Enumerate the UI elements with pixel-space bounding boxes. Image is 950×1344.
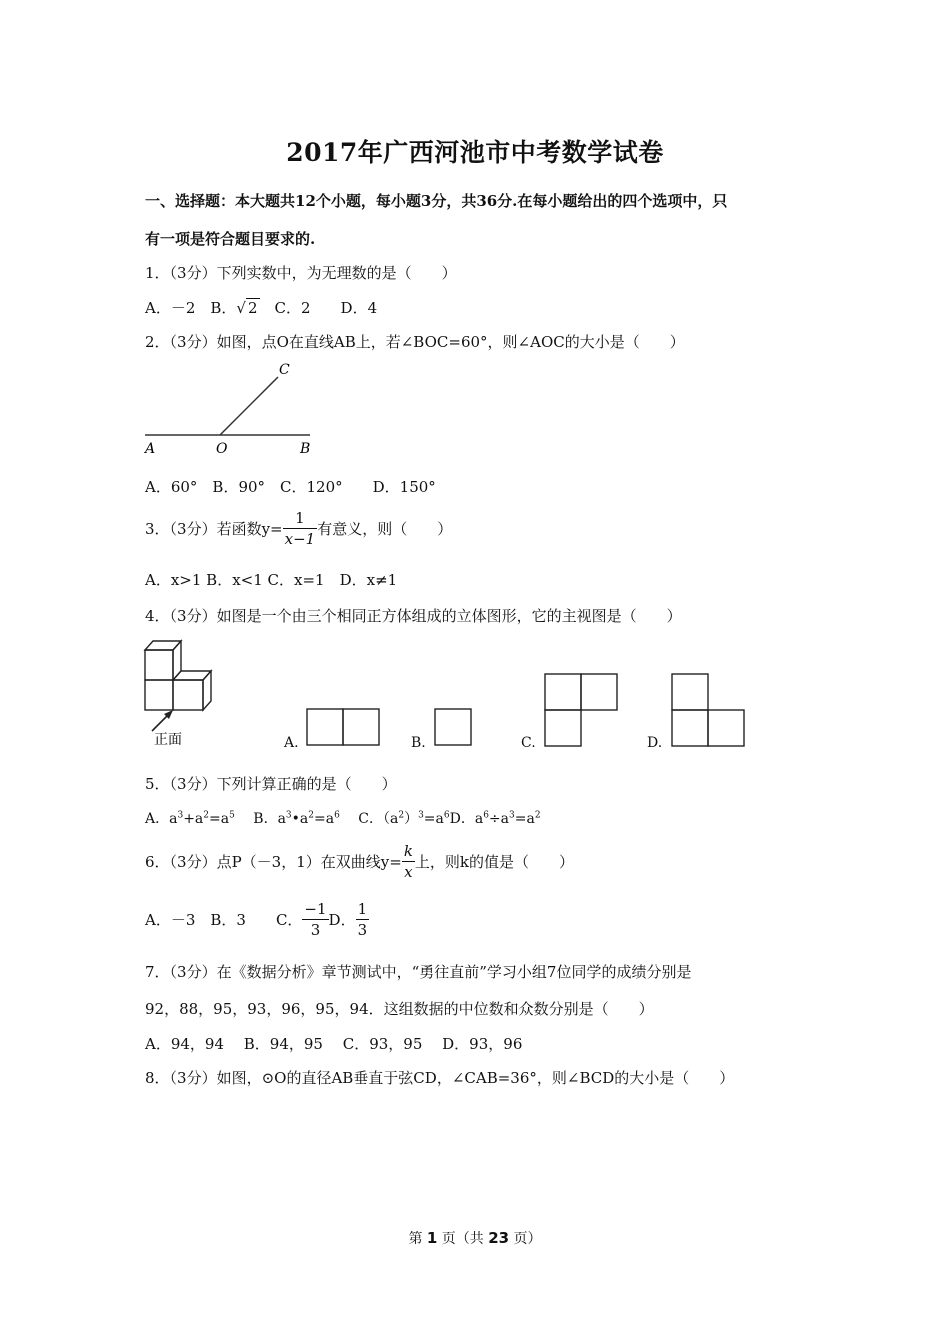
label-a: A xyxy=(145,441,156,457)
q5-options xyxy=(145,808,541,828)
label-o: O xyxy=(216,441,228,457)
q1-opt-a: A．－2 B． xyxy=(145,299,237,317)
q6-denominator: x xyxy=(404,863,413,881)
q4-opt-a-label: A. xyxy=(284,735,299,751)
q7-options: A．94，94 B．94，95 C．93，95 D．93，96 xyxy=(145,1035,523,1053)
q4-opt-d-label: D. xyxy=(647,735,663,751)
q8-stem: 8．（3分）如图，⊙O的直径AB垂直于弦CD，∠CAB=36°，则∠BCD的大小是（ ） xyxy=(145,1069,735,1087)
q6-opt-d-fraction: $\frac{1}{3}$ xyxy=(357,900,368,939)
q4-stem: 4．（3分）如图是一个由三个相同正方体组成的立体图形，它的主视图是（ ） xyxy=(145,607,682,625)
q3-stem-post: 有意义，则（ ） xyxy=(317,520,453,538)
q6-stem-post: 上，则k的值是（ ） xyxy=(414,853,574,871)
paper-title: 2017年广西河池市中考数学试卷 xyxy=(286,138,664,167)
q1-options xyxy=(145,297,377,318)
page-footer: 第 1 页（共 23 页） xyxy=(408,1229,542,1247)
q5-opt-d: D．$a^6\div a^3=a^2$ xyxy=(449,810,541,827)
q3-options: A．x>1 B．x<1 C．x=1 D．x≠1 xyxy=(145,571,398,589)
q3-stem xyxy=(145,508,452,549)
q6-opt-ab: A．－3 B．3 C． xyxy=(145,911,303,929)
q4-cube-figure xyxy=(140,636,220,751)
q7-stem-line2: 92，88，95，93，96，95，94．这组数据的中位数和众数分别是（ ） xyxy=(145,1000,654,1018)
q2-figure-angle xyxy=(140,355,330,460)
q3-denominator: x−1 xyxy=(284,530,316,548)
label-b: B xyxy=(300,441,311,457)
ray-oc xyxy=(220,377,278,435)
q5-opt-c: C．$(a^2)^3=a^6$ xyxy=(344,810,450,827)
q3-fraction xyxy=(283,508,318,549)
q4-opt-c-view xyxy=(544,673,620,749)
q4-opt-a-view xyxy=(306,708,382,748)
front-label: 正面 xyxy=(154,732,182,748)
q6-stem xyxy=(145,841,574,882)
q4-opt-b-view xyxy=(434,708,474,748)
q6-stem-pre: 6．（3分）点P（－3，1）在双曲线y= xyxy=(145,853,402,871)
label-c: C xyxy=(279,362,290,378)
q1-radicand: 2 xyxy=(247,299,258,317)
q6-numerator: k xyxy=(403,842,413,860)
q6-fraction xyxy=(402,841,415,882)
q2-stem: 2．（3分）如图，点O在直线AB上，若∠BOC=60°，则∠AOC的大小是（ ） xyxy=(145,333,685,351)
q1-opt-rest: C．2 D．4 xyxy=(259,299,378,317)
q1-stem: 1．（3分）下列实数中，为无理数的是（ ） xyxy=(145,264,457,282)
q6-opt-d: D． xyxy=(328,911,356,929)
q3-numerator: 1 xyxy=(283,508,318,529)
page-number: 1 xyxy=(426,1229,438,1247)
q5-stem: 5．（3分）下列计算正确的是（ ） xyxy=(145,775,397,793)
q4-opt-d-view xyxy=(671,673,747,749)
q4-opt-b-label: B. xyxy=(411,735,426,751)
q3-stem-pre: 3．（3分）若函数y= xyxy=(145,520,283,538)
q5-opt-b: B．$a^3•a^2=a^6$ xyxy=(239,810,340,827)
page-total: 23 xyxy=(488,1229,510,1247)
q6-opt-c-fraction: $\frac{-1}{3}$ xyxy=(304,900,327,939)
section-heading-line2: 有一项是符合题目要求的. xyxy=(145,230,316,248)
q6-options xyxy=(145,899,369,940)
q2-options: A．60° B．90° C．120° D．150° xyxy=(145,478,436,496)
section-heading-line1: 一、选择题：本大题共12个小题，每小题3分，共36分.在每小题给出的四个选项中，只 xyxy=(145,192,728,210)
sqrt-symbol: √ 2 xyxy=(236,299,258,317)
q4-opt-c-label: C. xyxy=(521,735,536,751)
q5-opt-a: A．$a^3+a^2=a^5$ xyxy=(145,810,235,827)
q7-stem-line1: 7．（3分）在《数据分析》章节测试中，“勇往直前”学习小组7位同学的成绩分别是 xyxy=(145,963,692,981)
